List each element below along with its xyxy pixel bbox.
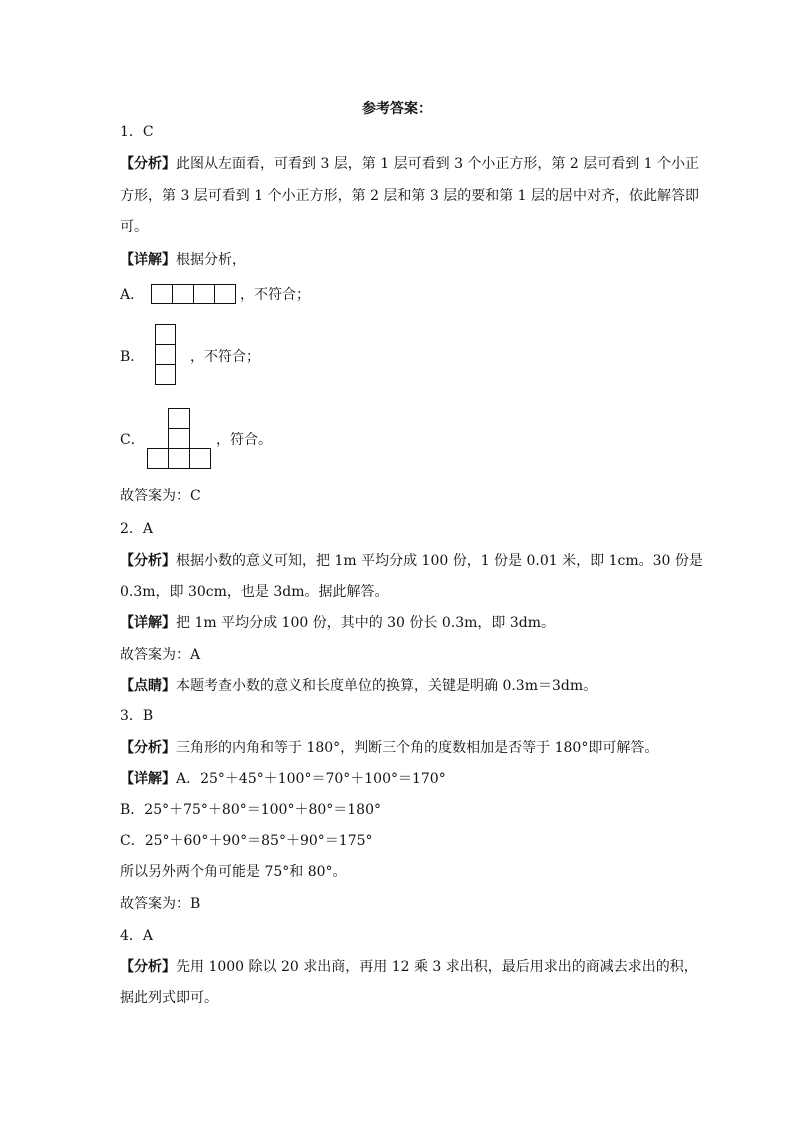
q2-analysis-text: 根据小数的意义可知，把 1m 平均分成 100 份，1 份是 0.01 米，即 1cm。30 份是 bbox=[176, 553, 703, 569]
q1-analysis-line-2: 方形，第 3 层可看到 1 个小正方形，第 2 层和第 3 层的要和第 1 层的居中对齐，依此解答即 bbox=[120, 188, 700, 204]
q2-analysis-line-2: 0.3m，即 30cm，也是 3dm。据此解答。 bbox=[120, 584, 389, 600]
q4-analysis-text: 先用 1000 除以 20 求出商，再用 12 乘 3 求出积，最后用求出的商减去求出的积， bbox=[176, 959, 698, 975]
q1-option-b-text: ，不符合； bbox=[190, 349, 260, 365]
detail-tag: 【详解】 bbox=[120, 615, 176, 631]
square bbox=[155, 344, 176, 365]
note-tag: 【点睛】 bbox=[120, 678, 176, 694]
q2-note bbox=[120, 676, 597, 696]
square bbox=[168, 408, 190, 429]
detail-tag: 【详解】 bbox=[120, 771, 176, 787]
analysis-tag: 【分析】 bbox=[120, 156, 176, 172]
q1-option-c-label: C． bbox=[120, 432, 145, 448]
q3-analysis bbox=[120, 738, 658, 758]
detail-tag: 【详解】 bbox=[120, 252, 176, 268]
square bbox=[155, 324, 176, 345]
square bbox=[151, 284, 173, 304]
q1-detail-text: 根据分析， bbox=[176, 252, 246, 268]
square bbox=[168, 448, 190, 469]
q3-number: 3．B bbox=[120, 708, 154, 724]
q2-number: 2．A bbox=[120, 521, 154, 537]
q1-analysis-line-1 bbox=[120, 154, 699, 174]
q1-option-b-label: B． bbox=[120, 349, 145, 365]
q1-option-a-text: ，不符合； bbox=[240, 287, 310, 303]
q1-option-a-label: A． bbox=[120, 287, 145, 303]
square bbox=[168, 428, 190, 449]
q1-analysis-line-3: 可。 bbox=[120, 219, 148, 235]
q3-detail-a bbox=[120, 769, 446, 789]
q2-answer: 故答案为：A bbox=[120, 647, 201, 663]
q1-detail bbox=[120, 250, 246, 270]
q1-option-c-text: ，符合。 bbox=[216, 432, 272, 448]
page-title: 参考答案： bbox=[362, 101, 432, 117]
analysis-tag: 【分析】 bbox=[120, 740, 176, 756]
q1-number: 1．C bbox=[120, 124, 154, 140]
q1-answer: 故答案为：C bbox=[120, 488, 201, 504]
q3-analysis-text: 三角形的内角和等于 180°，判断三个角的度数相加是否等于 180°即可解答。 bbox=[176, 740, 659, 756]
q2-detail-text: 把 1m 平均分成 100 份，其中的 30 份长 0.3m，即 3dm。 bbox=[176, 615, 556, 631]
q3-detail-c: C．25°＋60°＋90°＝85°＋90°＝175° bbox=[120, 833, 373, 849]
q3-conclusion: 所以另外两个角可能是 75°和 80°。 bbox=[120, 864, 347, 880]
q1-analysis-text: 此图从左面看，可看到 3 层，第 1 层可看到 3 个小正方形，第 2 层可看到 1 个小正 bbox=[176, 156, 700, 172]
q3-answer: 故答案为：B bbox=[120, 896, 201, 912]
square bbox=[189, 448, 211, 469]
q3-detail-b: B．25°＋75°＋80°＝100°＋80°＝180° bbox=[120, 802, 381, 818]
square bbox=[172, 284, 194, 304]
q4-analysis-line-1 bbox=[120, 957, 698, 977]
square bbox=[155, 364, 176, 385]
square bbox=[147, 448, 169, 469]
q2-detail bbox=[120, 613, 555, 633]
q4-number: 4．A bbox=[120, 928, 154, 944]
q2-note-text: 本题考查小数的意义和长度单位的换算，关键是明确 0.3m＝3dm。 bbox=[176, 678, 598, 694]
analysis-tag: 【分析】 bbox=[120, 959, 176, 975]
q3-detail-a-text: A．25°＋45°＋100°＝70°＋100°＝170° bbox=[176, 771, 446, 787]
square bbox=[214, 284, 236, 304]
q2-analysis-line-1 bbox=[120, 551, 703, 571]
square bbox=[193, 284, 215, 304]
q4-analysis-line-2: 据此列式即可。 bbox=[120, 990, 218, 1006]
analysis-tag: 【分析】 bbox=[120, 553, 176, 569]
